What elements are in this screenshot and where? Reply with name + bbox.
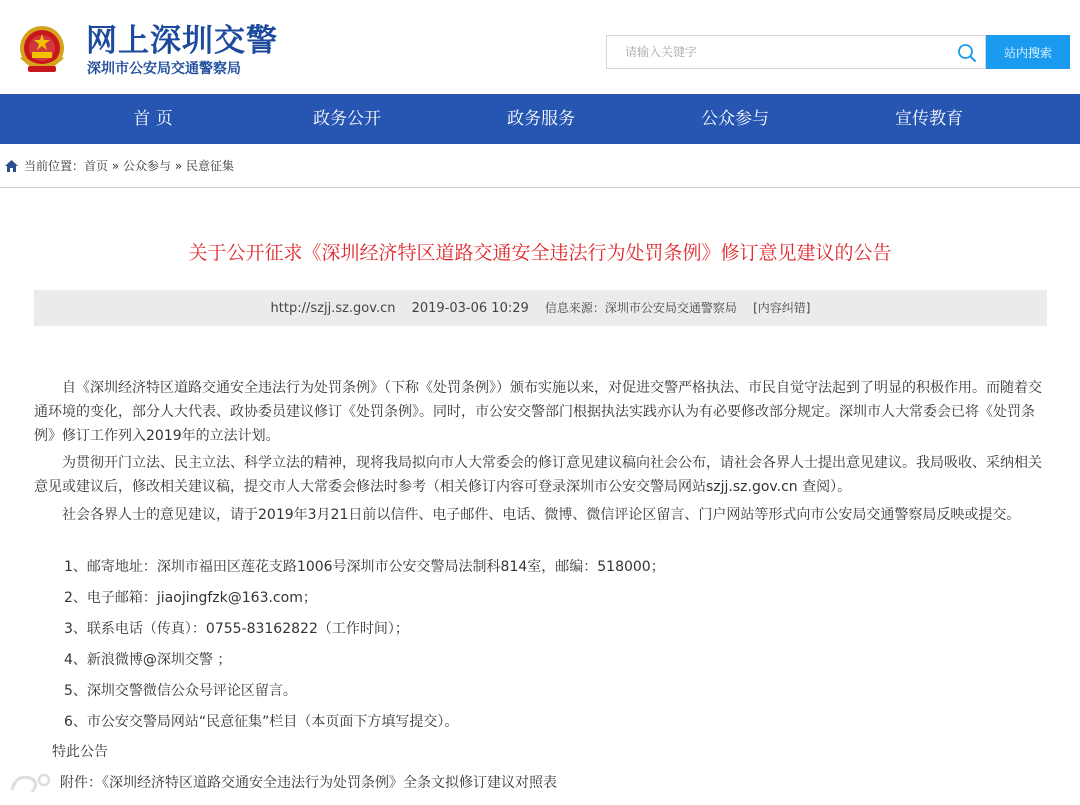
article-source-url: http://szjj.sz.gov.cn bbox=[270, 301, 396, 316]
breadcrumb-trail bbox=[24, 159, 234, 173]
search-icon[interactable] bbox=[957, 43, 977, 63]
site-search-button[interactable]: 站内搜索 bbox=[986, 35, 1070, 69]
article-datetime: 2019-03-06 10:29 bbox=[411, 301, 529, 316]
article-paragraph: 社会各界人士的意见建议，请于2019年3月21日前以信件、电子邮件、电话、微博、微信评论区留言、门户网站等形式向市公安局交通警察局反映或提交。 bbox=[62, 507, 1021, 523]
nav-item-home[interactable]: 首 页 bbox=[133, 109, 173, 129]
main-nav bbox=[0, 94, 1080, 144]
breadcrumb-item-home[interactable]: 首页 bbox=[84, 159, 109, 173]
nav-item-government-affairs[interactable]: 政务公开 bbox=[313, 109, 381, 129]
breadcrumb-item-public-participation[interactable]: 公众参与 bbox=[123, 159, 172, 173]
search-input[interactable] bbox=[607, 36, 955, 68]
attachment-link[interactable]: 附件：《深圳经济特区道路交通安全违法行为处罚条例》全条文拟修订建议对照表 bbox=[60, 775, 557, 791]
list-item-phone: 3、联系电话（传真）：0755-83162822（工作时间）； bbox=[64, 621, 409, 637]
watermark-graphic bbox=[6, 768, 146, 802]
article-paragraph: 自《深圳经济特区道路交通安全违法行为处罚条例》（下称《处罚条例》）颁布实施以来，对促进交警严格执法、市民自觉守法起到了明显的积极作用。而随着交通环境的变化，部分人大代表、政协委员建议修订《处罚条例》。同时，市公安交警部门根据执法实践亦认为有必要修改部分规定。深圳市人大常委会已将《处罚条例》修订工作列入2019年的立法计划。 bbox=[34, 380, 1042, 444]
home-icon bbox=[5, 160, 18, 172]
list-item-weibo: 4、新浪微博@深圳交警 ； bbox=[64, 652, 232, 668]
nav-item-government-services[interactable]: 政务服务 bbox=[507, 109, 575, 129]
list-item-wechat: 5、深圳交警微信公众号评论区留言。 bbox=[64, 683, 297, 699]
article-title: 关于公开征求《深圳经济特区道路交通安全违法行为处罚条例》修订意见建议的公告 bbox=[188, 242, 892, 264]
site-header bbox=[0, 0, 1080, 94]
list-item-mail-address: 1、邮寄地址：深圳市福田区莲花支路1006号深圳市公安交警局法制科814室，邮编：518000； bbox=[64, 559, 665, 575]
list-item-website: 6、市公安交警局网站“民意征集”栏目（本页面下方填写提交）。 bbox=[64, 714, 459, 730]
breadcrumb-separator: » bbox=[171, 159, 187, 173]
site-subtitle: 深圳市公安局交通警察局 bbox=[87, 61, 241, 77]
breadcrumb-separator: » bbox=[108, 159, 124, 173]
breadcrumb-prefix: 当前位置： bbox=[24, 159, 85, 173]
site-title[interactable]: 网上深圳交警 bbox=[86, 23, 278, 59]
article-closing: 特此公告 bbox=[52, 744, 108, 760]
content-correction-link[interactable]: [内容纠错] bbox=[753, 301, 811, 315]
nav-item-public-participation[interactable]: 公众参与 bbox=[701, 109, 769, 129]
breadcrumb bbox=[0, 144, 1080, 188]
article-paragraph: 为贯彻开门立法、民主立法、科学立法的精神，现将我局拟向市人大常委会的修订意见建议稿向社会公布，请社会各界人士提出意见建议。我局吸收、采纳相关意见或建议后，修改相关建议稿，提交市人大常委会修法时参考（相关修订内容可登录深圳市公安交警局网站szjj.sz.gov.cn 查阅）。 bbox=[34, 455, 1042, 495]
search-box bbox=[606, 35, 986, 69]
breadcrumb-item-opinion-collection[interactable]: 民意征集 bbox=[186, 159, 235, 173]
police-emblem-icon[interactable] bbox=[14, 22, 70, 78]
nav-item-publicity-education[interactable]: 宣传教育 bbox=[895, 109, 963, 129]
article-source: 信息来源：深圳市公安局交通警察局 bbox=[544, 301, 737, 315]
list-item-email: 2、电子邮箱：jiaojingfzk@163.com； bbox=[64, 590, 317, 606]
article-meta-bar bbox=[34, 290, 1047, 326]
